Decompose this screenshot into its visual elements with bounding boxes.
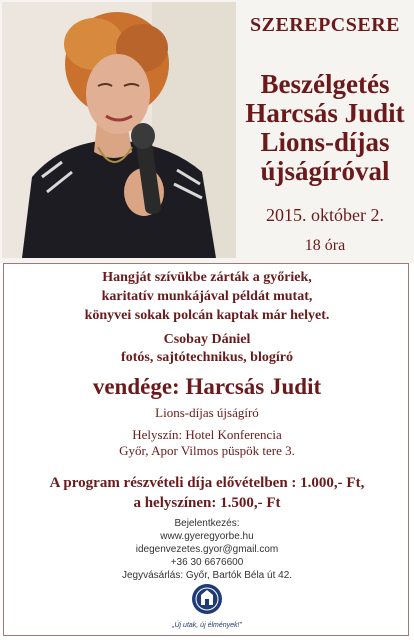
title-column [236,0,414,263]
host-role: fotós, sajtótechnikus, blogíró [121,350,293,365]
headline-line: újságíróval [260,156,390,186]
host-info [0,331,414,367]
contact-phone: +36 30 6676600 [170,557,244,568]
event-hour: 18 óra [304,237,346,254]
header-banner [0,0,414,263]
ticket-sales: Jegyvásárlás: Győr, Bartók Béla út 42. [121,570,293,581]
contact-website-link[interactable]: www.gyeregyorbe.hu [160,531,254,542]
tagline: „Új utak, új élmények!” [172,622,242,629]
host-name: Csobay Dániel [163,332,251,347]
venue-name: Helyszín: Hotel Konferencia [132,427,282,442]
headline-line: Harcsás Judit [245,98,405,128]
contact-heading: Bejelentkezés: [174,518,240,529]
intro-line: könyvei sokak polcán kaptak már helyet. [84,308,330,323]
event-date: 2015. október 2. [266,205,384,225]
venue-info [0,427,414,459]
intro-line: Hangját szívükbe zárták a győriek, [102,270,312,285]
headline-line: Beszélgetés [260,69,390,99]
guest-subtitle: Lions-díjas újságíró [155,405,259,420]
guest-title: vendége: Harcsás Judit [92,374,322,399]
tourism-logo-icon [187,583,227,619]
fee-onsite: a helyszínen: 1.500,- Ft [133,495,281,511]
venue-address: Győr, Apor Vilmos püspök tere 3. [119,443,295,458]
tourism-logo [187,583,227,619]
intro-text [0,268,414,325]
fee-info [0,473,414,513]
headline-line: Lions-díjas [260,127,390,157]
fee-presale: A program részvételi díja elővételben : 1.000,- Ft, [49,475,365,491]
speaker-photo [2,2,236,258]
intro-line: karitatív munkájával példát mutat, [101,289,313,304]
event-series-title: SZEREPCSERE [250,14,400,36]
contact-email-link[interactable]: idegenvezetes.gyor@gmail.com [135,544,279,555]
speaker-photo-image [2,2,236,258]
event-headline [236,70,414,186]
contact-info [0,517,414,582]
